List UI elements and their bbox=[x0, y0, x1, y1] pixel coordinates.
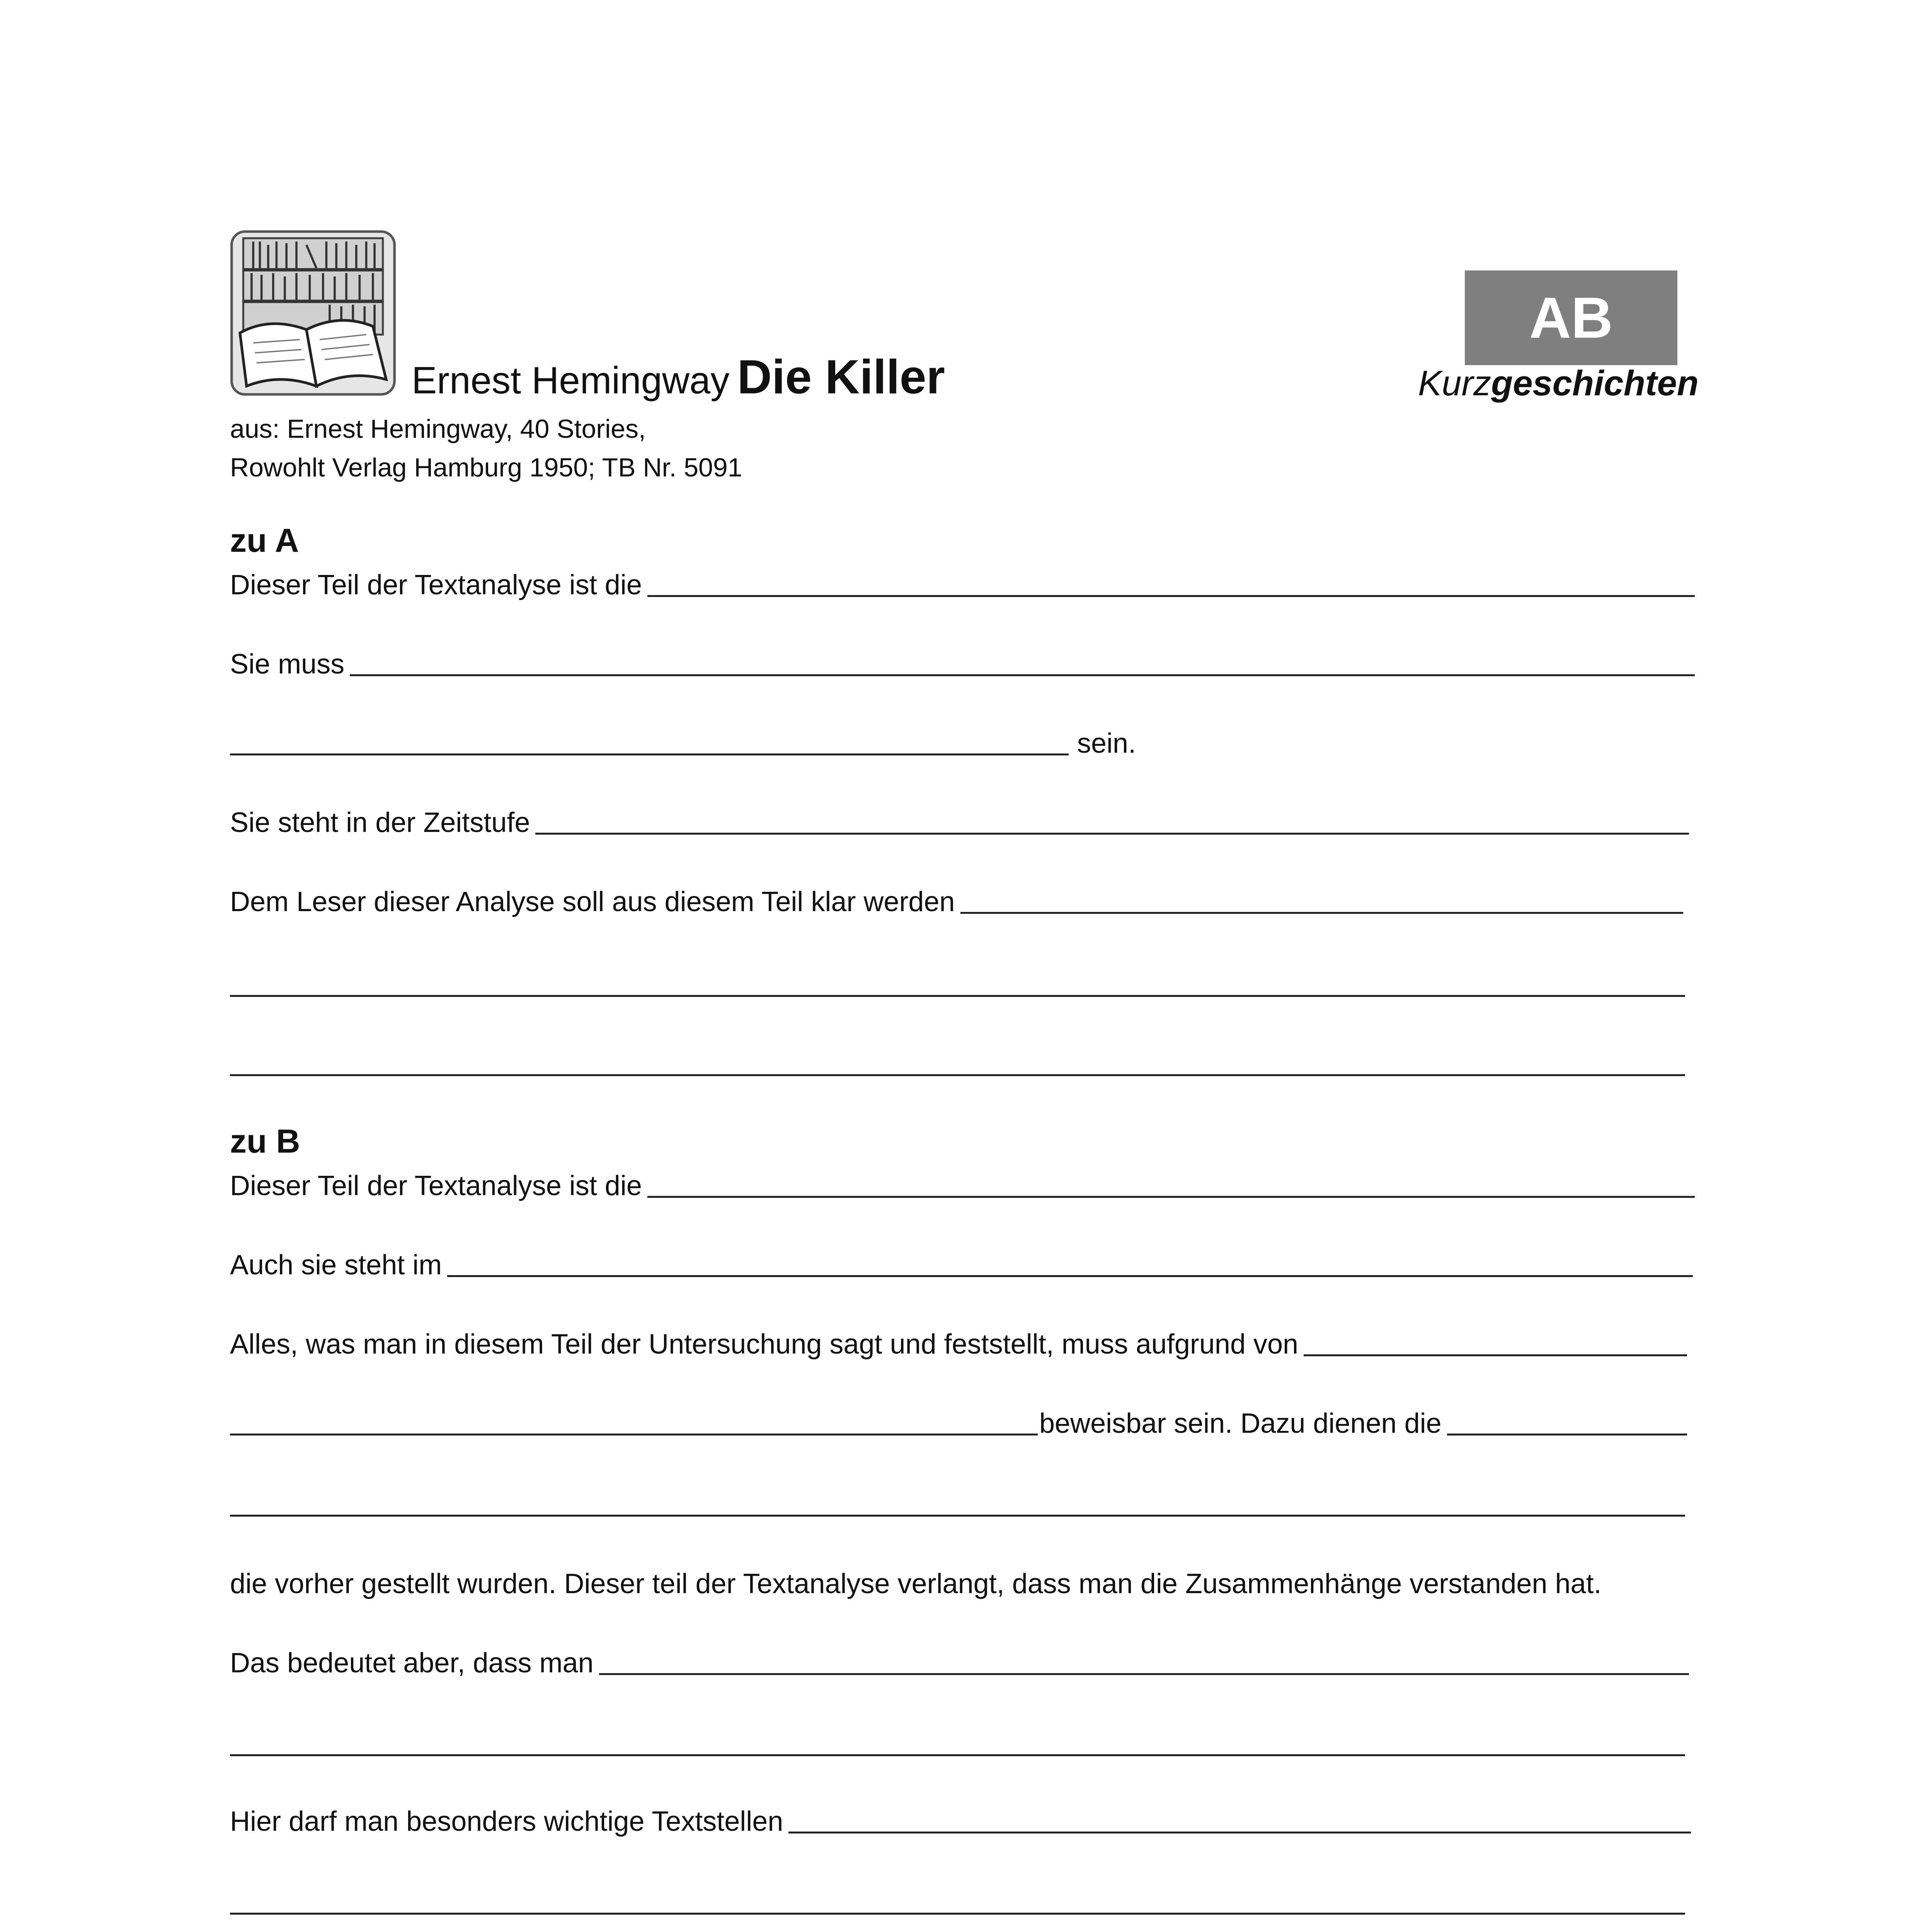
section-a-line-2 bbox=[230, 645, 1695, 680]
answer-blank[interactable] bbox=[647, 1190, 1695, 1198]
line-text: die vorher gestellt wurden. Dieser teil der Textanalyse verlangt, dass man die Zusammenhänge verstanden hat. bbox=[230, 1568, 1602, 1599]
section-b-line-9 bbox=[230, 1803, 1691, 1837]
answer-blank[interactable] bbox=[230, 1509, 1685, 1517]
section-b-line-1 bbox=[230, 1167, 1695, 1202]
section-a-line-6 bbox=[230, 966, 1685, 1001]
answer-blank[interactable] bbox=[230, 748, 1069, 755]
answer-blank[interactable] bbox=[599, 1668, 1689, 1675]
answer-blank[interactable] bbox=[788, 1826, 1691, 1833]
line-text: Das bedeutet aber, dass man bbox=[230, 1648, 594, 1679]
answer-blank[interactable] bbox=[1447, 1428, 1687, 1435]
line-text: Dem Leser dieser Analyse soll aus diesem Teil klar werden bbox=[230, 886, 955, 917]
source-line-2: Rowohlt Verlag Hamburg 1950; TB Nr. 5091 bbox=[230, 453, 742, 482]
answer-blank[interactable] bbox=[647, 590, 1695, 597]
source-citation bbox=[230, 410, 742, 487]
line-text: Auch sie steht im bbox=[230, 1250, 442, 1281]
bookshelf-open-book-icon bbox=[230, 230, 396, 396]
section-b-line-4 bbox=[230, 1405, 1687, 1439]
section-a-heading: zu A bbox=[230, 522, 299, 559]
answer-blank[interactable] bbox=[230, 1749, 1685, 1756]
series-suffix: geschichten bbox=[1491, 364, 1699, 403]
section-b-line-6 bbox=[230, 1565, 1695, 1600]
author-title-line bbox=[412, 350, 945, 405]
series-prefix: Kurz bbox=[1418, 364, 1491, 403]
author-name: Ernest Hemingway bbox=[412, 359, 730, 401]
series-label bbox=[1418, 363, 1699, 404]
line-text: sein. bbox=[1077, 728, 1136, 759]
section-a-line-4 bbox=[230, 804, 1689, 838]
section-a-line-5 bbox=[230, 883, 1683, 918]
answer-blank[interactable] bbox=[350, 669, 1695, 676]
answer-blank[interactable] bbox=[230, 1428, 1038, 1435]
answer-blank[interactable] bbox=[960, 906, 1683, 914]
section-a-line-3 bbox=[230, 724, 1142, 759]
line-text: beweisbar sein. Dazu dienen die bbox=[1039, 1408, 1442, 1439]
section-b-line-3 bbox=[230, 1325, 1687, 1360]
section-b-line-10 bbox=[230, 1884, 1685, 1918]
answer-blank[interactable] bbox=[447, 1270, 1693, 1277]
section-b-line-7 bbox=[230, 1644, 1689, 1679]
section-a-line-1 bbox=[230, 566, 1695, 601]
line-text: Sie steht in der Zeitstufe bbox=[230, 807, 530, 838]
answer-blank[interactable] bbox=[230, 990, 1685, 997]
line-text: Dieser Teil der Textanalyse ist die bbox=[230, 570, 642, 600]
answer-blank[interactable] bbox=[230, 1069, 1685, 1076]
section-b-line-8 bbox=[230, 1725, 1685, 1760]
line-text: Alles, was man in diesem Teil der Untersuchung sagt und feststellt, muss aufgrund von bbox=[230, 1329, 1299, 1360]
section-b-line-2 bbox=[230, 1246, 1693, 1281]
line-text: Hier darf man besonders wichtige Textstellen bbox=[230, 1806, 783, 1837]
section-b-heading: zu B bbox=[230, 1123, 300, 1160]
answer-blank[interactable] bbox=[1304, 1349, 1687, 1356]
source-line-1: aus: Ernest Hemingway, 40 Stories, bbox=[230, 414, 646, 444]
story-title: Die Killer bbox=[737, 350, 945, 404]
section-a-line-7 bbox=[230, 1045, 1685, 1080]
ab-badge: AB bbox=[1465, 270, 1677, 365]
section-b-line-5 bbox=[230, 1486, 1685, 1520]
answer-blank[interactable] bbox=[230, 1907, 1685, 1915]
answer-blank[interactable] bbox=[535, 827, 1689, 835]
line-text: Sie muss bbox=[230, 649, 345, 680]
line-text: Dieser Teil der Textanalyse ist die bbox=[230, 1170, 642, 1201]
